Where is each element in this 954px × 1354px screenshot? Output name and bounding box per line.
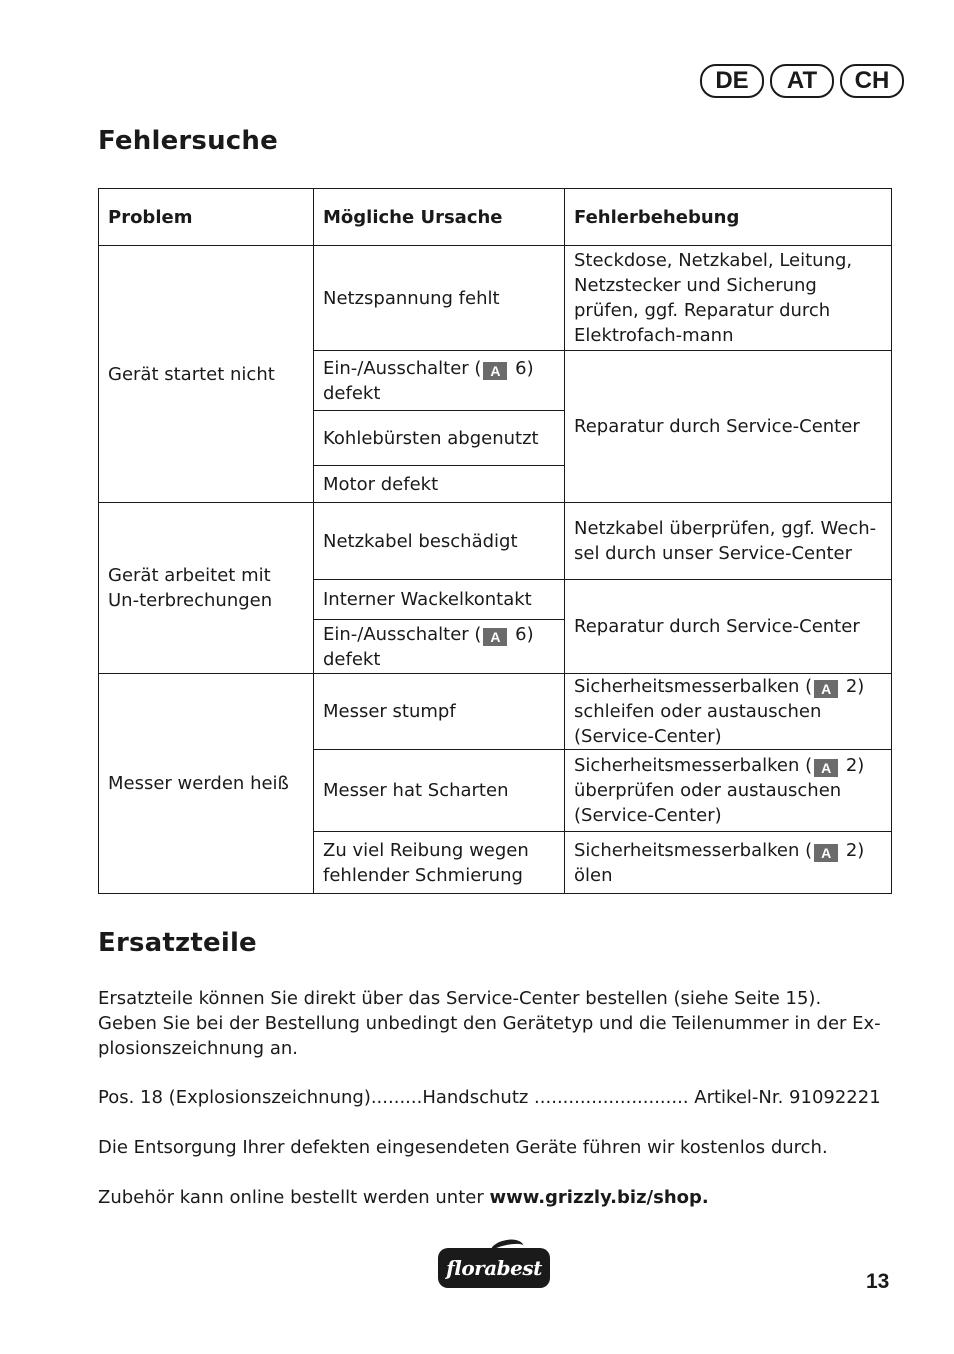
table-row — [99, 674, 892, 750]
intro-line-1: Ersatzteile können Sie direkt über das Service-Center bestellen (siehe Seite 15). — [98, 988, 822, 1009]
remedy-text: Sicherheitsmesserbalken ( — [574, 676, 813, 697]
spare-part-line: Pos. 18 (Explosionszeichnung).........Handschutz ........................... Artikel-Nr. 91092221 — [98, 1087, 881, 1108]
remedy-text: Sicherheitsmesserbalken ( — [574, 755, 813, 776]
cause-cell: Zu viel Reibung wegen fehlender Schmierung — [314, 832, 565, 894]
cause-cell: Interner Wackelkontakt — [314, 580, 565, 620]
page-number: 13 — [866, 1270, 890, 1293]
language-badges — [700, 64, 904, 98]
logo-text: florabest — [446, 1256, 542, 1280]
cause-cell: Netzkabel beschädigt — [314, 503, 565, 580]
spare-parts-intro — [98, 986, 898, 1061]
remedy-cell: Reparatur durch Service-Center — [565, 580, 892, 674]
shop-text-label: Zubehör kann online bestellt werden unter — [98, 1187, 490, 1208]
header-cause: Mögliche Ursache — [314, 189, 565, 246]
lang-badge-de: DE — [700, 64, 764, 98]
lang-badge-at: AT — [770, 64, 834, 98]
cause-text: Ein-/Ausschalter ( — [323, 623, 482, 645]
figure-ref-badge: A — [483, 628, 507, 646]
figure-ref-badge: A — [814, 844, 838, 862]
problem-cell: Gerät startet nicht — [99, 246, 314, 503]
remedy-text: 2) überprüfen oder austauschen (Service-Center) — [574, 755, 865, 826]
cause-text: 6) defekt — [323, 623, 534, 670]
header-problem: Problem — [99, 189, 314, 246]
problem-cell: Messer werden heiß — [99, 674, 314, 894]
cause-cell — [314, 620, 565, 674]
figure-ref-badge: A — [483, 362, 507, 380]
table-row — [99, 246, 892, 351]
intro-line-2: Geben Sie bei der Bestellung unbedingt den Gerätetyp und die Teilenummer in der Ex-plosionszeichnung an. — [98, 1013, 881, 1059]
figure-ref-badge: A — [814, 680, 838, 698]
remedy-cell — [565, 750, 892, 832]
disposal-text: Die Entsorgung Ihrer defekten eingesendeten Geräte führen wir kostenlos durch. — [98, 1137, 828, 1158]
remedy-cell: Reparatur durch Service-Center — [565, 351, 892, 503]
cause-cell: Motor defekt — [314, 466, 565, 503]
cause-cell: Messer stumpf — [314, 674, 565, 750]
table-row — [99, 503, 892, 580]
remedy-cell — [565, 832, 892, 894]
cause-cell: Netzspannung fehlt — [314, 246, 565, 351]
table-header-row — [99, 189, 892, 246]
remedy-text: 2) ölen — [574, 839, 865, 886]
cause-cell: Messer hat Scharten — [314, 750, 565, 832]
figure-ref-badge: A — [814, 759, 838, 777]
cause-cell — [314, 351, 565, 411]
cause-cell: Kohlebürsten abgenutzt — [314, 411, 565, 466]
shop-text — [98, 1185, 898, 1210]
section-title-troubleshooting: Fehlersuche — [98, 126, 278, 156]
section-title-spare-parts: Ersatzteile — [98, 928, 257, 958]
remedy-cell: Netzkabel überprüfen, ggf. Wech-sel durch unser Service-Center — [565, 503, 892, 580]
header-remedy: Fehlerbehebung — [565, 189, 892, 246]
lang-badge-ch: CH — [840, 64, 904, 98]
remedy-cell: Steckdose, Netzkabel, Leitung, Netzstecker und Sicherung prüfen, ggf. Reparatur durch Elektrofach-mann — [565, 246, 892, 351]
cause-text: Ein-/Ausschalter ( — [323, 357, 482, 379]
remedy-text: Sicherheitsmesserbalken ( — [574, 839, 813, 861]
shop-link[interactable]: www.grizzly.biz/shop. — [489, 1187, 709, 1208]
florabest-logo — [438, 1248, 550, 1288]
problem-cell: Gerät arbeitet mit Un-terbrechungen — [99, 503, 314, 674]
remedy-cell — [565, 674, 892, 750]
cause-text: 6) defekt — [323, 357, 534, 404]
troubleshooting-table — [98, 188, 892, 894]
remedy-text: 2) schleifen oder austauschen (Service-Center) — [574, 676, 865, 747]
